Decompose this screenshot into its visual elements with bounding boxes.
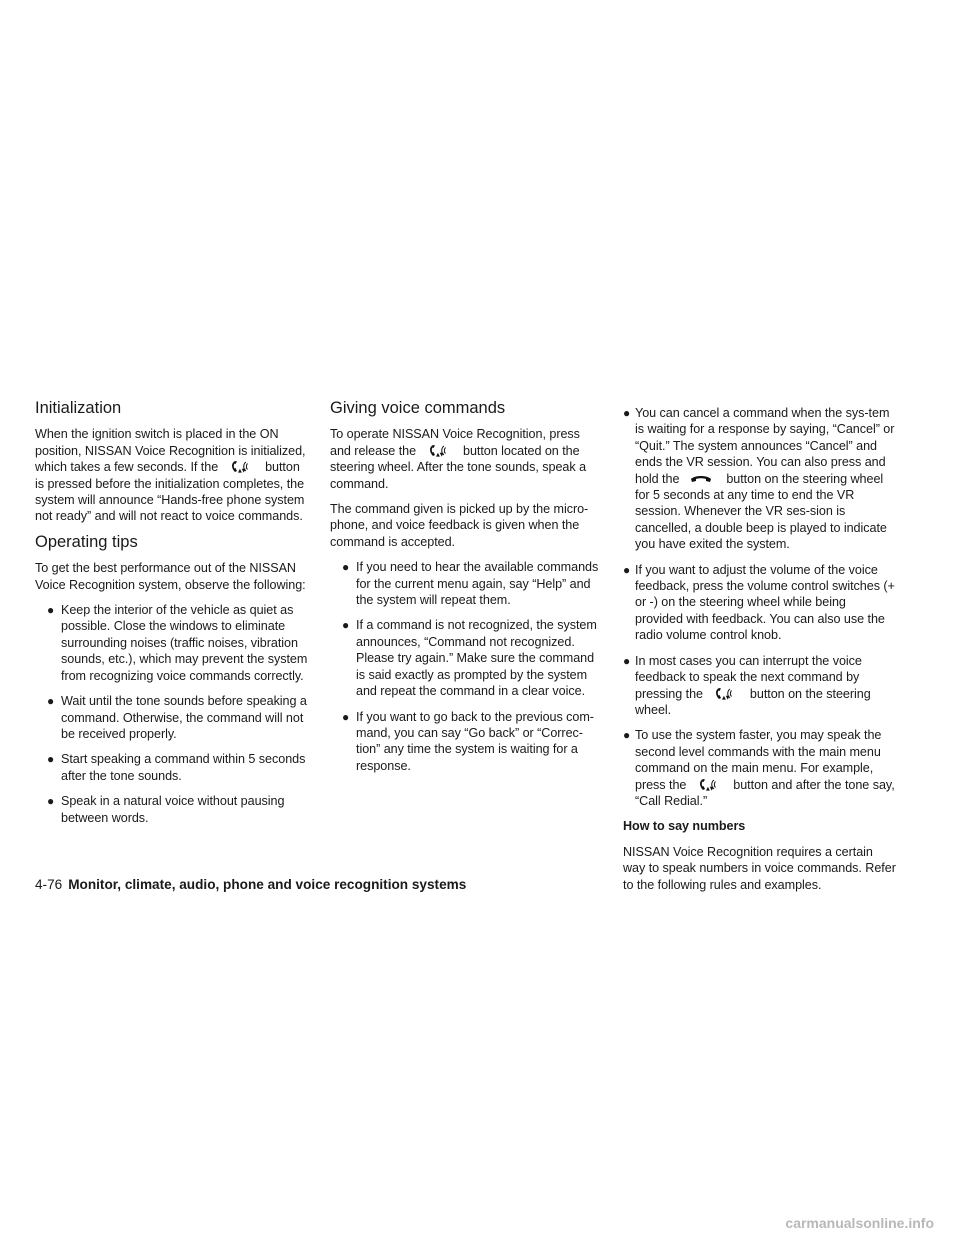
- bullet-icon: ●: [623, 653, 631, 668]
- bullet-icon: ●: [623, 728, 631, 743]
- list-item-text: If you want to adjust the volume of the voice feedback, press the volume control switches (+ or -) on the steering wheel while being provided with feedback. You can also use the radio volume control knob.: [635, 562, 895, 643]
- text: To use the system faster, you may speak the second level commands with the main menu command on the main menu. For example, press the: [635, 728, 882, 792]
- bullet-icon: ●: [47, 603, 55, 618]
- talk-phone-icon: [706, 687, 746, 701]
- bullet-icon: ●: [47, 794, 55, 809]
- column-right: [623, 405, 897, 902]
- bullet-icon: ●: [342, 560, 350, 575]
- list-item: [623, 727, 897, 809]
- heading-operating-tips: Operating tips: [35, 532, 138, 551]
- bullet-icon: ●: [342, 618, 350, 633]
- talk-phone-icon: [690, 778, 730, 792]
- heading-initialization: Initialization: [35, 399, 122, 417]
- text: button and after the tone say, “Call Redial.”: [635, 777, 895, 808]
- list-item-text: Start speaking a command within 5 seconds after the tone sounds.: [61, 752, 306, 783]
- hang-up-icon: [683, 472, 723, 486]
- svg-text:▲▼: ▲▼: [705, 785, 714, 792]
- commands-list: [330, 559, 604, 774]
- text: To operate NISSAN Voice Recognition, press and release the: [330, 427, 580, 458]
- list-item-text: Keep the interior of the vehicle as quiet as possible. Close the windows to eliminate surrounding noises (traffic noises, vibration sounds, etc.), which may prevent the system from recognizing voice commands correctly.: [61, 603, 308, 683]
- list-item: [35, 793, 309, 826]
- list-item-text: If you need to hear the available commands for the current menu again, say “Help” and the system will repeat them.: [356, 560, 599, 608]
- text: button on the steering wheel.: [635, 686, 871, 717]
- text: When the ignition switch is placed in the ON position, NISSAN Voice Recognition is initialized, which takes a few seconds. If the: [35, 427, 306, 475]
- list-item-text: Speak in a natural voice without pausing between words.: [61, 794, 285, 825]
- talk-phone-icon: [222, 460, 262, 474]
- list-item: [330, 617, 604, 699]
- column-middle: [330, 400, 604, 783]
- list-item-text: If you want to go back to the previous com-mand, you can say “Go back” or “Correc-tion” any time the system is waiting for a response.: [356, 709, 594, 773]
- text: button on the steering wheel for 5 seconds at any time to end the VR session. Whenever the VR ses-sion is cancelled, a double beep is played to indicate you have exited the system.: [635, 471, 887, 552]
- column-left: [35, 400, 309, 835]
- list-item: [35, 751, 309, 784]
- text: In most cases you can interrupt the voice feedback to speak the next command by pressing the: [635, 653, 862, 701]
- bullet-icon: ●: [623, 562, 631, 577]
- list-item: [330, 559, 604, 608]
- svg-text:▲▼: ▲▼: [237, 468, 246, 475]
- page-number: 4-76: [35, 877, 63, 892]
- paragraph-numbers: NISSAN Voice Recognition requires a certain way to speak numbers in voice commands. Refer to the following rules and examples.: [623, 844, 896, 892]
- watermark: carmanualsonline.info: [785, 1215, 934, 1231]
- svg-text:▲▼: ▲▼: [435, 451, 444, 458]
- bullet-icon: ●: [623, 406, 631, 420]
- list-item: [623, 653, 897, 719]
- footer-title: Monitor, climate, audio, phone and voice recognition systems: [68, 877, 467, 892]
- bullet-icon: ●: [47, 752, 55, 767]
- text: button located on the steering wheel. After the tone sounds, speak a command.: [330, 443, 587, 491]
- list-item: [35, 693, 309, 742]
- subheading-numbers: How to say numbers: [623, 819, 746, 834]
- paragraph-command-given: The command given is picked up by the micro-phone, and voice feedback is given when the command is accepted.: [330, 502, 589, 549]
- list-item: [623, 405, 897, 553]
- paragraph-initialization: [35, 426, 309, 524]
- cancel-list: [623, 405, 897, 809]
- bullet-icon: ●: [342, 709, 350, 724]
- list-item-text: If a command is not recognized, the system announces, “Command not recognized. Please try again.” Make sure the command is said exactly as prompted by the system and repeat the command in a clear voice.: [356, 618, 597, 699]
- list-item: [330, 709, 604, 775]
- list-item-text: Wait until the tone sounds before speaking a command. Otherwise, the command will not be received properly.: [61, 694, 307, 741]
- bullet-icon: ●: [47, 694, 55, 709]
- list-item: [35, 602, 309, 684]
- svg-text:▲▼: ▲▼: [722, 694, 731, 701]
- tips-list: [35, 602, 309, 826]
- paragraph-operate: [330, 426, 604, 492]
- list-item: [623, 562, 897, 644]
- text: You can cancel a command when the sys-tem is waiting for a response by saying, “Cancel” or “Quit.” The system announces “Cancel” and ends the VR session. You can also press and hold the: [635, 406, 895, 486]
- paragraph-operating-tips: To get the best performance out of the NISSAN Voice Recognition system, observe the following:: [35, 561, 306, 592]
- page-footer: [35, 877, 466, 892]
- heading-giving-voice-commands: Giving voice commands: [330, 399, 506, 417]
- talk-phone-icon: [420, 444, 460, 458]
- text: button is pressed before the initialization completes, the system will announce “Hands-free phone system not ready” and will not react to voice commands.: [35, 460, 305, 524]
